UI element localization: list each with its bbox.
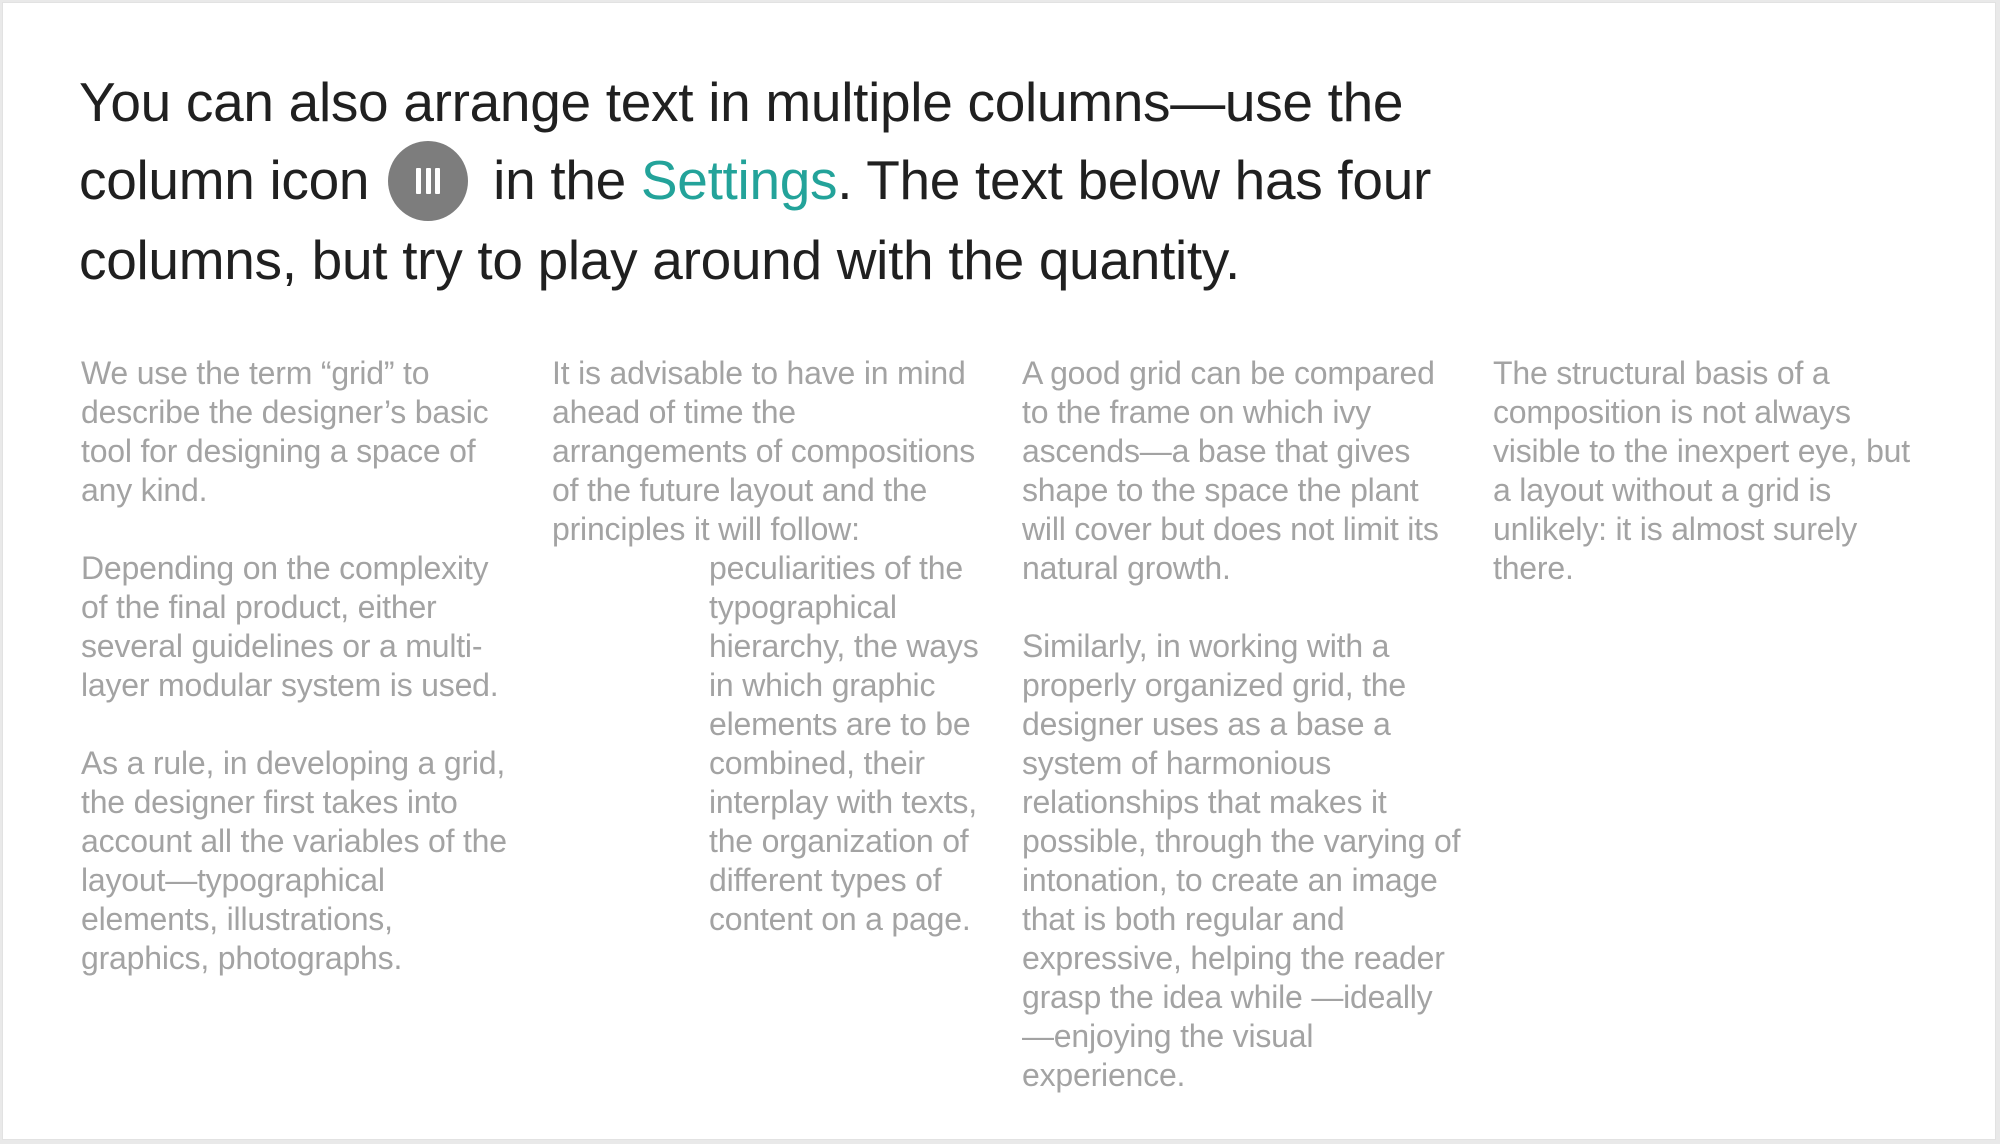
text-column-1 — [81, 354, 511, 1017]
column-paragraph: Similarly, in working with a properly organized grid, the designer uses as a base a system of harmonious relationships that makes it possible, through the varying of intonation, to create an image that is both regular and expressive, helping the reader grasp the idea while —ideally—enjoying the visual experience. — [1022, 628, 1461, 1093]
column-bar — [435, 168, 440, 194]
column-paragraph: The structural basis of a composition is not always visible to the inexpert eye, but a layout without a grid is unlikely: it is almost surely there. — [1493, 355, 1910, 586]
column-paragraph: It is advisable to have in mind ahead of time the arrangements of compositions of the future layout and the principles it will follow: — [552, 355, 976, 547]
text-columns — [81, 354, 1961, 1134]
text-column-2 — [552, 354, 992, 939]
column-bar — [426, 168, 431, 194]
headline-part-2: in the — [493, 149, 626, 211]
headline-part-1: You can also arrange text in multiple columns—use the column icon — [79, 71, 1404, 211]
text-column-4 — [1493, 354, 1933, 627]
column-paragraph: We use the term “grid” to describe the designer’s basic tool for designing a space of any kind. — [81, 355, 489, 508]
column-paragraph: As a rule, in developing a grid, the designer first takes into account all the variables of the layout—typographical elements, illustrations, graphics, photographs. — [81, 745, 507, 976]
settings-link[interactable]: Settings — [640, 149, 838, 211]
column-paragraph: A good grid can be compared to the frame on which ivy ascends—a base that gives shape to the space the plant will cover but does not limit its natural growth. — [1022, 355, 1439, 586]
page-frame — [2, 2, 1996, 1140]
text-column-3 — [1022, 354, 1462, 1134]
headline-part-3: . The text below has four columns, but try to play around with the quantity. — [79, 149, 1432, 291]
column-paragraph: Depending on the complexity of the final product, either several guidelines or a multi-layer modular system is used. — [81, 550, 499, 703]
column-bar — [416, 168, 421, 194]
headline — [79, 63, 1499, 299]
column-indented-paragraph: peculiarities of the typographical hierarchy, the ways in which graphic elements are to be combined, their interplay with texts, the organization of different types of content on a page. — [709, 550, 979, 937]
column-icon[interactable] — [388, 141, 468, 221]
